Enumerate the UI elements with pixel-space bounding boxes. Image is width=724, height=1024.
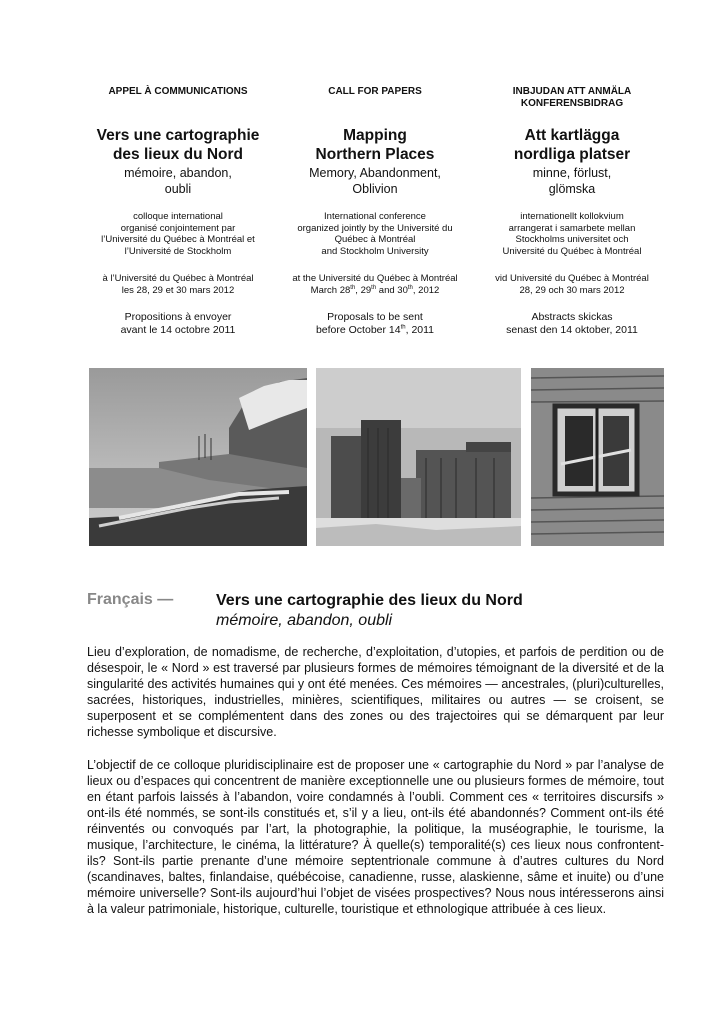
info-line: arrangerat i samarbete mellan [508,222,636,234]
venue-line: à l’Université du Québec à Montréal [102,273,254,284]
subtitle-line: minne, förlust, [532,166,612,180]
wooden-window-photo [531,368,664,546]
info-line: colloque international [133,211,223,222]
ordinal-suffix: th [371,284,377,291]
header-line: INBJUDAN ATT ANMÄLA [512,86,632,97]
proposal-deadline [476,311,668,337]
subtitle-line: Oblivion [352,182,398,196]
title-line: Northern Places [315,146,435,163]
prop-line: Proposals to be sent [327,311,423,323]
info-line: internationellt kollokvium [520,211,624,222]
info-line: organized jointly by the Université du [297,222,453,234]
column-swedish [476,86,668,337]
title-line: Att kartlägga [524,127,620,144]
column-subtitle [82,165,274,201]
column-title [82,126,274,164]
column-header: APPEL À COMMUNICATIONS [108,86,248,97]
venue-dates [82,273,274,303]
info-line: Université du Québec à Montréal [502,245,642,257]
prop-text: , 2011 [405,324,435,336]
prop-line: senast den 14 oktober, 2011 [506,324,638,336]
section-heading [216,591,676,631]
info-line: Stockholms universitet och [515,234,629,245]
column-subtitle [279,165,471,201]
venue-text: and 30 [376,284,408,296]
ordinal-suffix: th [400,324,406,331]
conference-info [279,211,471,263]
venue-line [279,285,471,297]
body-text [87,644,664,934]
column-title [476,126,668,164]
conference-info [476,211,668,263]
column-header: CALL FOR PAPERS [328,86,422,97]
section-subtitle: mémoire, abandon, oubli [216,612,393,629]
column-header [476,86,668,112]
info-line: International conference [324,211,426,222]
prop-line: Abstracts skickas [531,311,613,323]
prop-line: avant le 14 octobre 2011 [120,324,236,336]
header-line: KONFERENSBIDRAG [520,98,624,109]
subtitle-line: oubli [164,182,192,196]
conference-info [82,211,274,263]
title-line: des lieux du Nord [112,146,244,163]
venue-dates [279,273,471,303]
venue-text: , 2012 [412,284,440,296]
ordinal-suffix: th [407,284,413,291]
proposal-deadline [82,311,274,337]
subtitle-line: mémoire, abandon, [124,166,232,180]
info-line: organisé conjointement par [120,222,236,234]
title-line: Mapping [343,127,407,144]
info-line: l’Université de Stockholm [124,245,232,257]
subtitle-line: Memory, Abandonment, [309,166,441,180]
ordinal-suffix: th [350,284,356,291]
venue-line: 28, 29 och 30 mars 2012 [519,284,625,296]
column-english [279,86,471,337]
column-french [82,86,274,337]
industrial-ruins-photo [316,368,521,546]
venue-text: March 28 [310,284,351,296]
prop-line: Propositions à envoyer [124,311,232,323]
column-title [279,126,471,164]
info-line: Québec à Montréal [334,234,416,245]
venue-line: vid Université du Québec à Montréal [495,273,649,284]
subtitle-line: glömska [548,182,596,196]
proposal-deadline [279,311,471,337]
info-line: and Stockholm University [321,245,429,257]
venue-text: , 29 [355,284,372,296]
paragraph: L’objectif de ce colloque pluridisciplinaire est de proposer une « cartographie du Nord » par l’analyse de lieux ou d’espaces qui concentrent de manière exceptionnelle une ou plusieurs formes de mémoire, tout en étant parfois laissés à l’abandon, voire condamnés à l’oubli. Comment ces « territoires discursifs » ont-ils été nommés, se sont-ils constitués et, s’il y a lieu, ont-ils été abandonnés? Comment ont-ils été réinventés ou convoqués par l’art, la photographie, la politique, la muséographie, le tourisme, la musique, l’architecture, le cinéma, la littérature? À quelle(s) temporalité(s) ces lieux nous confrontent-ils? Sont-ils partie prenante d’une mémoire septentrionale commune à d’autres cultures du Nord (scandinaves, baltes, finlandaise, québécoise, canadienne, russe, alaskienne, sâme et inuite) ou d’une mémoire universelle? Sont-ils aujourd’hui l’objet de visées prospectives? Nous nous intéresserons ainsi à la valeur patrimoniale, historique, culturelle, touristique et ethnologique attribuée à ces lieux. [87,757,664,917]
coastal-cliff-photo [89,368,307,546]
title-line: Vers une cartographie [96,127,260,144]
prop-line [279,324,471,337]
language-label: Français — [87,591,174,608]
column-subtitle [476,165,668,201]
venue-line: les 28, 29 et 30 mars 2012 [121,284,235,296]
paragraph: Lieu d’exploration, de nomadisme, de recherche, d’exploitation, d’utopies, et parfois de perdition ou de désespoir, le « Nord » est traversé par plusieurs formes de mémoires témoignant de la diversité et de la singularité des activités humaines qui y ont été menées. Ces mémoires — ancestrales, (pluri)culturelles, sacrées, historiques, industrielles, minières, scientifiques, militaires ou autres — se croisent, se superposent et se complémentent dans des zones ou des trajectoires qui se démarquent par leur richesse symbolique et discursive. [87,645,664,740]
section-title: Vers une cartographie des lieux du Nord [216,592,523,609]
title-line: nordliga platser [513,146,631,163]
venue-dates [476,273,668,303]
info-line: l’Université du Québec à Montréal et [101,234,255,245]
venue-line: at the Université du Québec à Montréal [292,273,458,284]
prop-text: before October 14 [315,324,401,336]
